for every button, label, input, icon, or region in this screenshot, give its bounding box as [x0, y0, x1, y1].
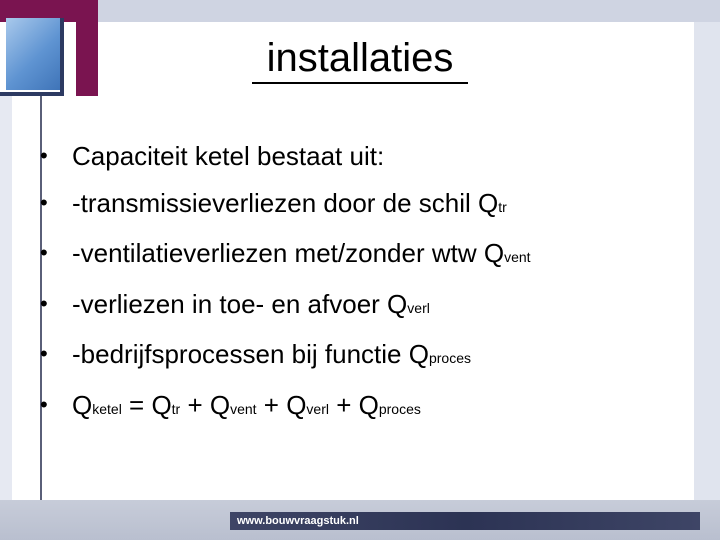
title-underline [252, 82, 468, 84]
subscript: verl [306, 400, 329, 417]
formula-item [40, 382, 680, 433]
subscript: vent [230, 400, 257, 417]
subscript: tr [498, 198, 507, 215]
bullet-item [40, 281, 680, 332]
bullet-item [40, 180, 680, 231]
bullet-text: -bedrijfsprocessen bij functie Q [72, 339, 429, 369]
subscript: proces [378, 400, 421, 417]
formula-part: Q [72, 389, 93, 420]
slide-title: installaties [266, 36, 454, 80]
formula-part: + Q [180, 389, 231, 420]
bullet-dot: • [40, 189, 48, 215]
bullet-dot: • [40, 341, 48, 366]
formula-part: + Q [328, 389, 379, 420]
bullet-text: -verliezen in toe- en afvoer Q [72, 288, 408, 319]
subscript: vent [504, 249, 531, 265]
bullet-text: -transmissieverliezen door de schil Q [72, 187, 499, 218]
bullet-item [40, 230, 680, 281]
bullet-list [40, 133, 680, 432]
formula-part: = Q [121, 389, 172, 420]
subscript: ketel [92, 400, 122, 417]
left-band [0, 92, 12, 512]
footer-url[interactable]: www.bouwvraagstuk.nl [237, 515, 359, 527]
bullet-dot: • [40, 143, 48, 168]
formula-part: + Q [256, 389, 307, 420]
bullet-text: -ventilatieverliezen met/zonder wtw Q [72, 238, 505, 268]
bullet-dot: • [40, 290, 48, 316]
bullet-dot: • [40, 391, 48, 417]
right-band [694, 22, 720, 500]
bullet-item [40, 133, 680, 180]
bullet-item [40, 331, 680, 382]
subscript: proces [428, 350, 471, 366]
subscript: tr [171, 400, 181, 417]
subscript: verl [407, 299, 430, 316]
bullet-text: Capaciteit ketel bestaat uit: [72, 141, 385, 171]
bullet-dot: • [40, 240, 48, 265]
